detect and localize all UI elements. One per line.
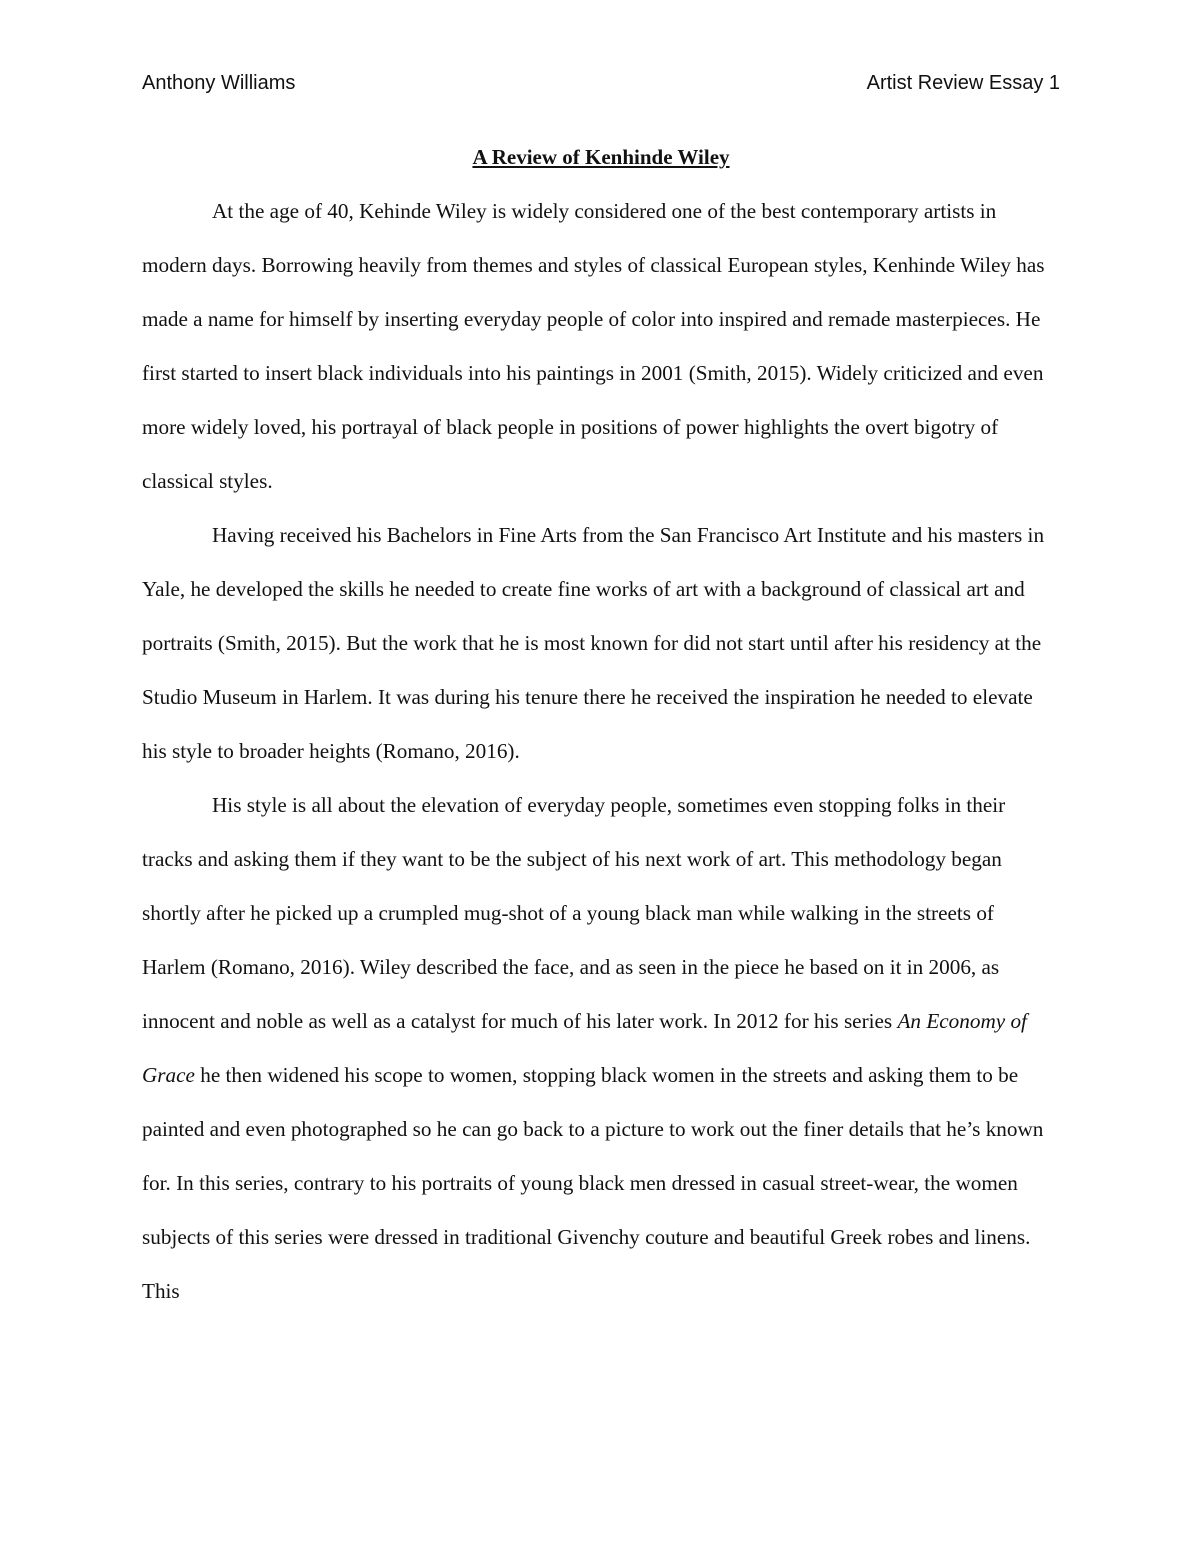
essay-body (142, 184, 1060, 1318)
paragraph-2: Having received his Bachelors in Fine Arts from the San Francisco Art Institute and his masters in Yale, he developed the skills he needed to create fine works of art with a background of classical art and portraits (Smith, 2015). But the work that he is most known for did not start until after his residency at the Studio Museum in Harlem. It was during his tenure there he received the inspiration he needed to elevate his style to broader heights (Romano, 2016). (142, 523, 1045, 763)
paragraph-1: At the age of 40, Kehinde Wiley is widely considered one of the best contemporary artists in modern days. Borrowing heavily from themes and styles of classical European styles, Kenhinde Wiley has made a name for himself by inserting everyday people of color into inspired and remade masterpieces. He first started to insert black individuals into his paintings in 2001 (Smith, 2015). Widely criticized and even more widely loved, his portrayal of black people in positions of power highlights the overt bigotry of classical styles. (142, 199, 1045, 493)
page-header (142, 72, 1060, 102)
series-title-italic: An Economy of Grace (142, 1009, 1027, 1087)
header-running-title: Artist Review Essay 1 (866, 72, 1060, 94)
header-author: Anthony Williams (142, 72, 296, 94)
essay-title: A Review of Kenhinde Wiley (472, 145, 730, 169)
paragraph-3-text-after: he then widened his scope to women, stopping black women in the streets and asking them to be painted and even photographed so he can go back to a picture to work out the finer details that he’s known for. In this series, contrary to his portraits of young black men dressed in casual street-wear, the women subjects of this series were dressed in traditional Givenchy couture and beautiful Greek robes and linens. This (142, 1063, 1044, 1303)
paragraph-3-text-before: His style is all about the elevation of everyday people, sometimes even stopping folks in their tracks and asking them if they want to be the subject of his next work of art. This methodology began shortly after he picked up a crumpled mug-shot of a young black man while walking in the streets of Harlem (Romano, 2016). Wiley described the face, and as seen in the piece he based on it in 2006, as innocent and noble as well as a catalyst for much of his later work. In 2012 for his series (142, 793, 1006, 1033)
paragraph-3 (142, 778, 1060, 1318)
